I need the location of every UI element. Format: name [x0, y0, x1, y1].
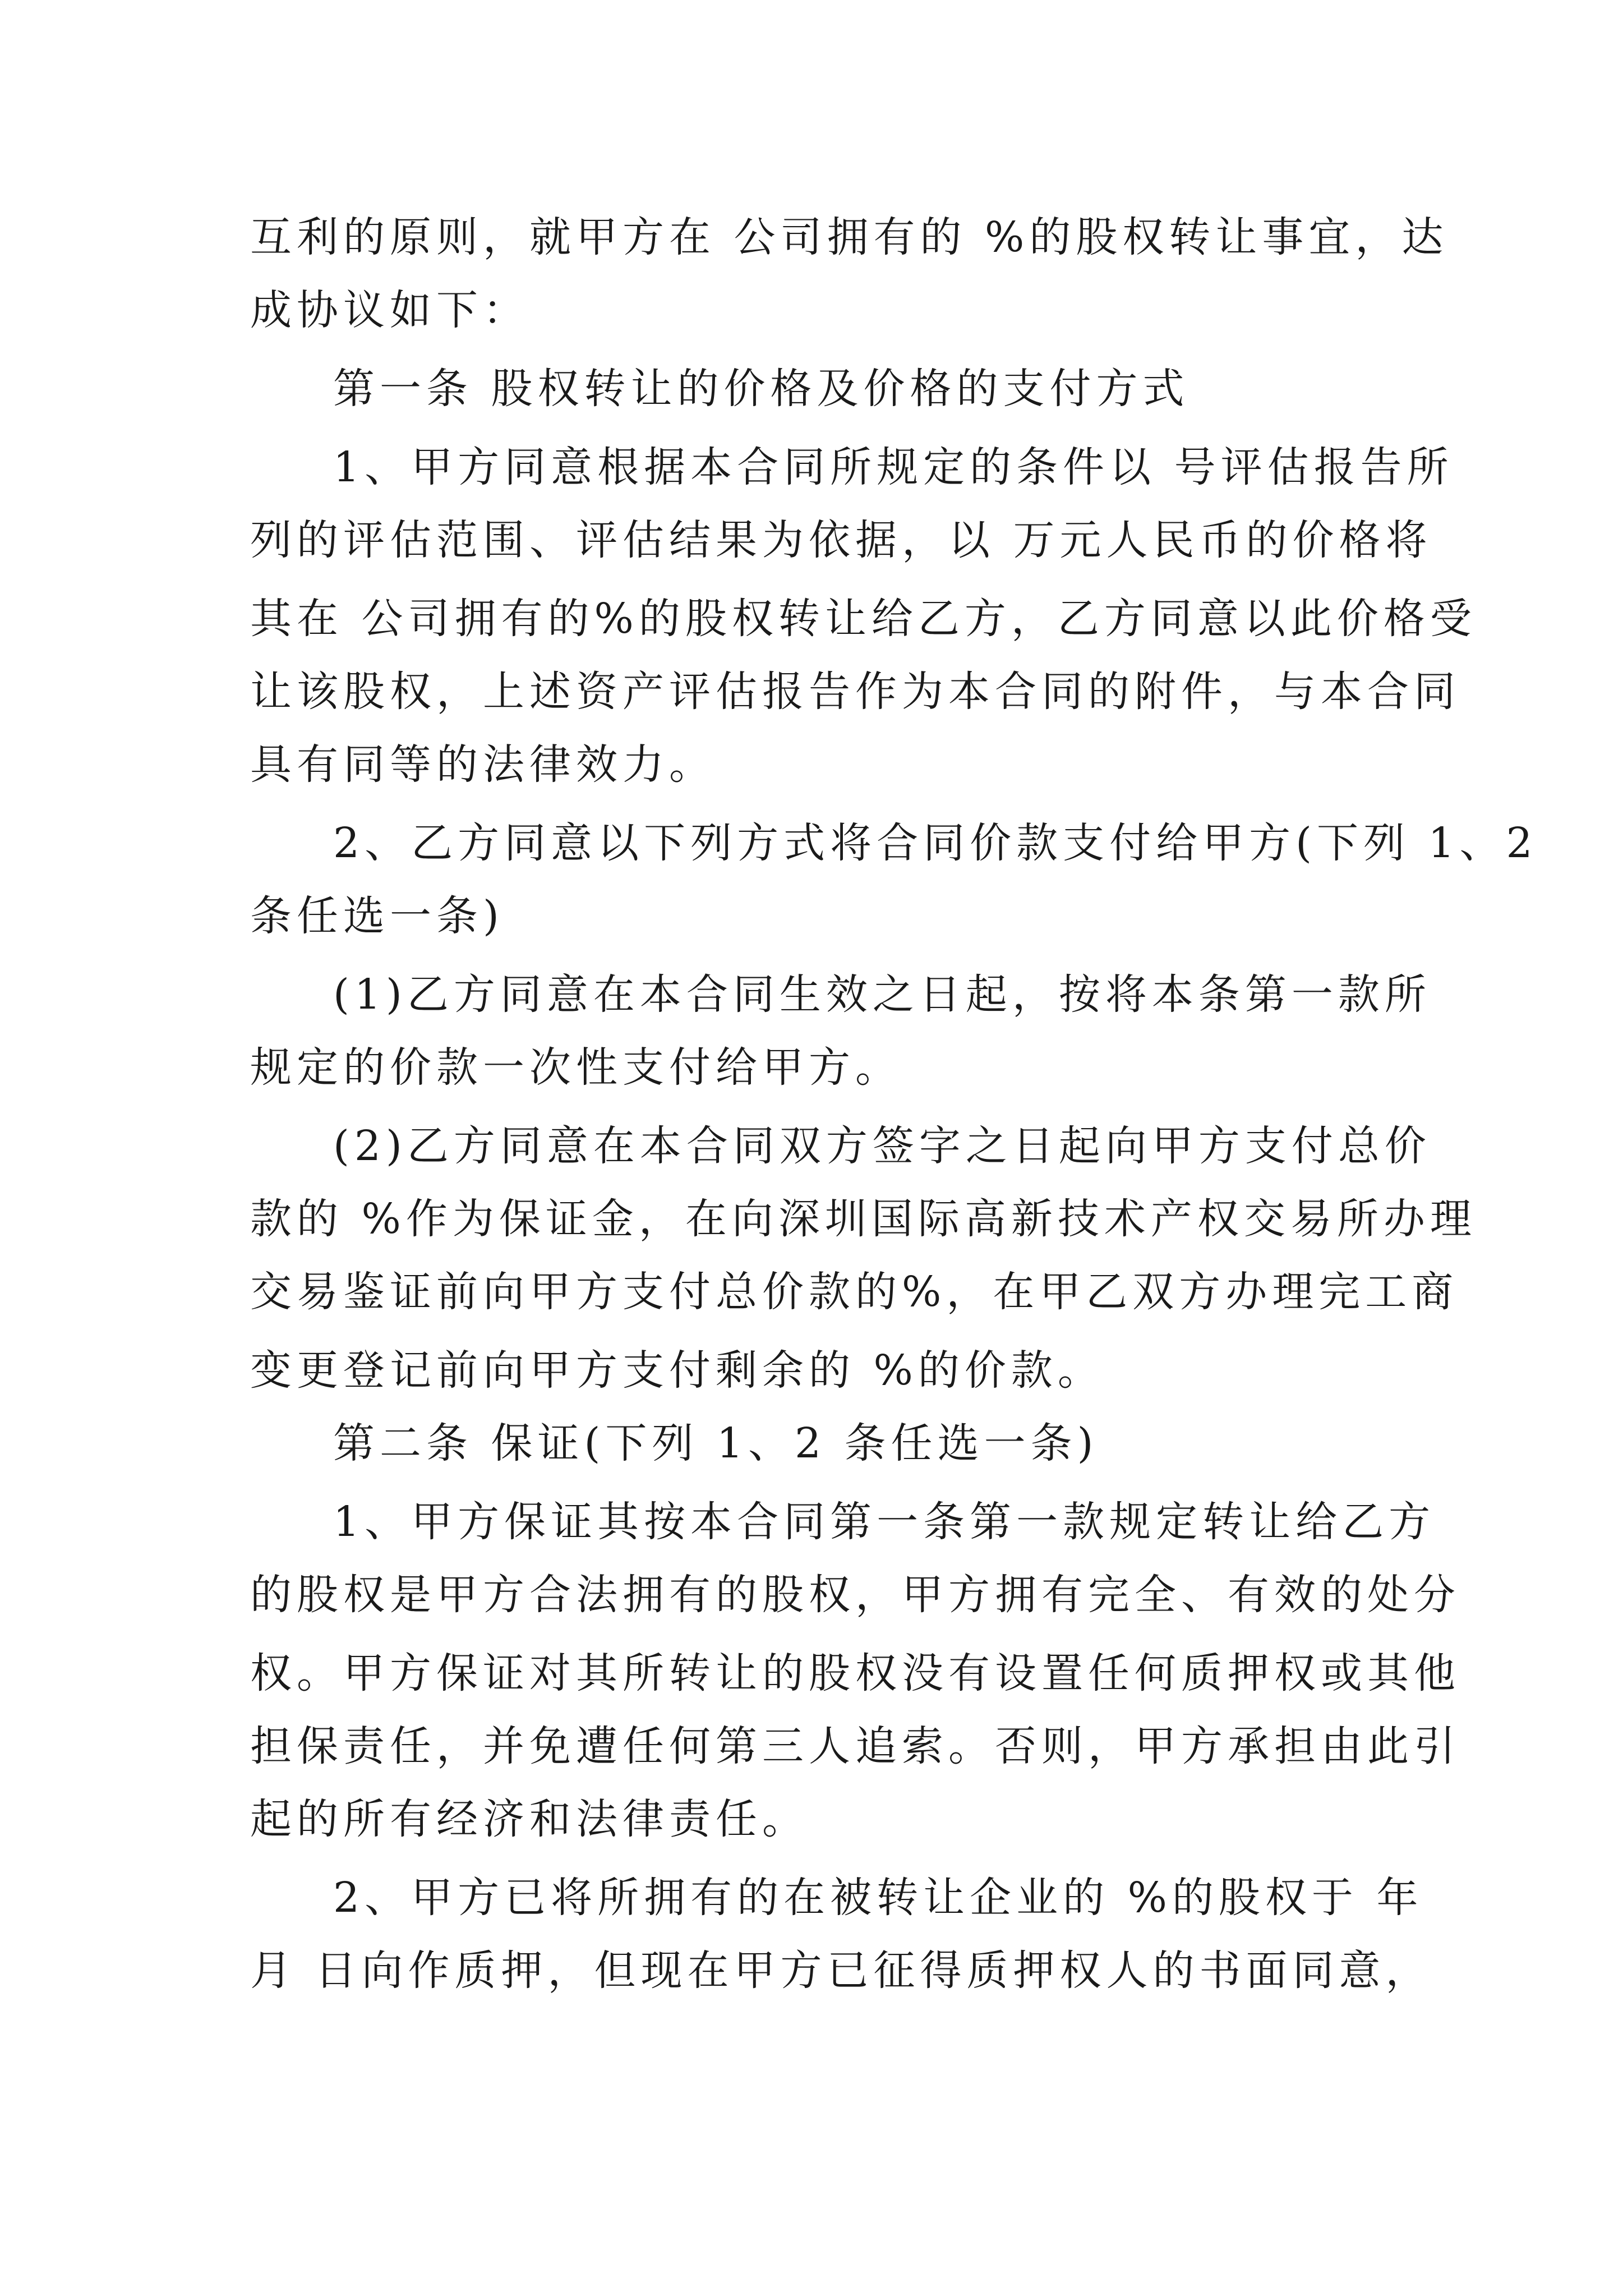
text-line: 让该股权，上述资产评估报告作为本合同的附件，与本合同 — [250, 668, 1460, 716]
text-line: 的股权是甲方合法拥有的股权，甲方拥有完全、有效的处分 — [250, 1571, 1460, 1619]
text-line: 起的所有经济和法律责任。 — [250, 1795, 809, 1843]
text-line: 其在 公司拥有的%的股权转让给乙方，乙方同意以此价格受 — [250, 595, 1477, 643]
text-line: (2)乙方同意在本合同双方签字之日起向甲方支付总价 — [333, 1122, 1431, 1170]
text-line: 担保责任，并免遭任何第三人追索。否则，甲方承担由此引 — [250, 1722, 1460, 1770]
text-line: 1、甲方同意根据本合同所规定的条件以 号评估报告所 — [333, 443, 1454, 491]
text-line: 规定的价款一次性支付给甲方。 — [250, 1043, 902, 1092]
text-line: 2、乙方同意以下列方式将合同价款支付给甲方(下列 1、2 — [333, 819, 1538, 867]
section-heading: 第一条 股权转让的价格及价格的支付方式 — [333, 365, 1189, 413]
text-line: 条任选一条) — [250, 892, 504, 940]
text-line: 互利的原则，就甲方在 公司拥有的 %的股权转让事宜，达 — [250, 213, 1449, 261]
text-line: 成协议如下： — [250, 286, 529, 334]
text-line: 具有同等的法律效力。 — [250, 740, 716, 789]
text-line: 1、甲方保证其按本合同第一条第一款规定转让给乙方 — [333, 1498, 1436, 1546]
text-line: 款的 %作为保证金，在向深圳国际高新技术产权交易所办理 — [250, 1195, 1477, 1243]
text-line: 权。甲方保证对其所转让的股权没有设置任何质押权或其他 — [250, 1649, 1460, 1697]
text-line: 2、甲方已将所拥有的在被转让企业的 %的股权于 年 — [333, 1874, 1423, 1922]
text-line: (1)乙方同意在本合同生效之日起，按将本条第一款所 — [333, 970, 1431, 1019]
text-line: 变更登记前向甲方支付剩余的 %的价款。 — [250, 1346, 1104, 1395]
text-line: 月 日向作质押，但现在甲方已征得质押权人的书面同意， — [250, 1947, 1432, 1995]
text-line: 列的评估范围、评估结果为依据，以 万元人民币的价格将 — [250, 516, 1432, 564]
text-line: 交易鉴证前向甲方支付总价款的%，在甲乙双方办理完工商 — [250, 1268, 1459, 1316]
section-heading: 第二条 保证(下列 1、2 条任选一条) — [333, 1419, 1099, 1467]
